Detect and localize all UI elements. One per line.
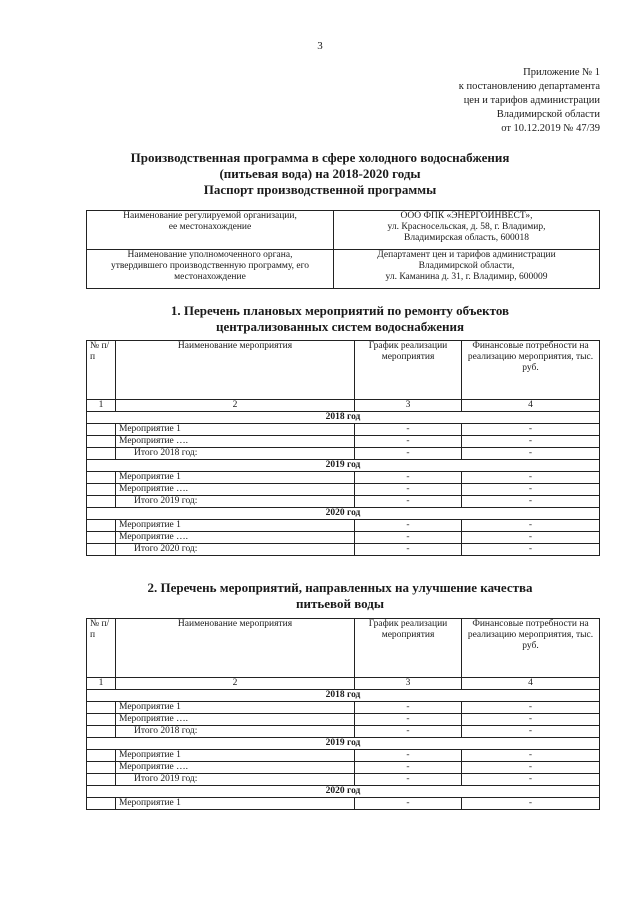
passport-label [87,211,334,250]
row-num [87,424,116,436]
table-row [87,532,600,544]
row-name: Мероприятие …. [116,532,355,544]
table-row [87,424,600,436]
row-total-label: Итого 2020 год: [116,544,355,556]
row-schedule: - [355,544,462,556]
row-num [87,762,116,774]
row-name: Мероприятие …. [116,714,355,726]
row-num [87,774,116,786]
row-finance: - [462,798,600,810]
table-row [87,436,600,448]
row-finance: - [462,714,600,726]
table-row-total [87,496,600,508]
year-row [87,690,600,702]
row-schedule: - [355,496,462,508]
passport-value-line: ул. Красносельская, д. 58, г. Владимир, [387,222,546,232]
row-total-label: Итого 2019 год: [116,496,355,508]
row-finance: - [462,532,600,544]
passport-label-line: Наименование уполномоченного органа, [127,250,293,260]
passport-value-line: Владимирская область, 600018 [404,233,529,243]
row-finance: - [462,448,600,460]
row-schedule: - [355,774,462,786]
column-number: 1 [87,678,116,690]
passport-value-line: ул. Каманина д. 31, г. Владимир, 600009 [385,272,548,282]
section-title-line: питьевой воды [296,596,384,611]
passport-label-line: местонахождение [174,272,246,282]
column-header-finance: Финансовые потребности на реализацию мероприятия, тыс. руб. [462,341,600,400]
column-number: 2 [116,400,355,412]
passport-label [87,250,334,289]
column-header-name: Наименование мероприятия [116,619,355,678]
row-num [87,750,116,762]
column-number: 1 [87,400,116,412]
passport-row-organization [87,211,600,250]
row-schedule: - [355,424,462,436]
row-name: Мероприятие 1 [116,750,355,762]
passport-label-line: ее местонахождение [168,222,252,232]
water-quality-events-table [86,618,600,810]
row-name: Мероприятие …. [116,762,355,774]
row-name: Мероприятие 1 [116,702,355,714]
year-label: 2020 год [87,508,600,520]
page-number: 3 [317,40,323,52]
row-name: Мероприятие …. [116,484,355,496]
table-row [87,702,600,714]
row-schedule: - [355,532,462,544]
row-num [87,436,116,448]
row-finance: - [462,436,600,448]
year-row [87,786,600,798]
row-num [87,702,116,714]
section2-title [80,580,600,612]
column-number-row [87,400,600,412]
passport-value [334,250,600,289]
row-schedule: - [355,750,462,762]
title-line: Производственная программа в сфере холодного водоснабжения [130,150,510,165]
section-title-line: 2. Перечень мероприятий, направленных на улучшение качества [147,580,533,595]
row-num [87,714,116,726]
appendix-line: от 10.12.2019 № 47/39 [501,123,600,134]
row-num [87,544,116,556]
appendix-line: к постановлению департамента [458,81,600,92]
row-total-label: Итого 2018 год: [116,448,355,460]
passport-label-line: Наименование регулируемой организации, [123,211,297,221]
column-number: 2 [116,678,355,690]
table-row [87,520,600,532]
column-number: 3 [355,678,462,690]
title-line: Паспорт производственной программы [203,182,437,197]
year-row [87,460,600,472]
column-number: 4 [462,678,600,690]
table-row-total [87,726,600,738]
table-row [87,762,600,774]
row-schedule: - [355,702,462,714]
document-title [100,150,540,198]
row-name: Мероприятие 1 [116,424,355,436]
row-finance: - [462,726,600,738]
row-schedule: - [355,762,462,774]
table-header-row [87,341,600,400]
row-total-label: Итого 2019 год: [116,774,355,786]
column-header-schedule: График реализации мероприятия [355,619,462,678]
table-row [87,472,600,484]
year-row [87,508,600,520]
passport-value-line: ООО ФПК «ЭНЕРГОИНВЕСТ», [400,211,533,221]
row-finance: - [462,484,600,496]
column-header-schedule: График реализации мероприятия [355,341,462,400]
table-row-total [87,448,600,460]
year-row [87,738,600,750]
row-schedule: - [355,798,462,810]
row-num [87,496,116,508]
table-row [87,714,600,726]
column-number: 4 [462,400,600,412]
row-finance: - [462,472,600,484]
year-label: 2019 год [87,738,600,750]
passport-value-line: Владимирской области, [418,261,515,271]
year-label: 2019 год [87,460,600,472]
row-name: Мероприятие 1 [116,520,355,532]
column-number-row [87,678,600,690]
section1-title [80,303,600,335]
passport-row-authority [87,250,600,289]
row-finance: - [462,762,600,774]
row-name: Мероприятие 1 [116,798,355,810]
row-name: Мероприятие …. [116,436,355,448]
row-finance: - [462,750,600,762]
column-header-finance: Финансовые потребности на реализацию мероприятия, тыс. руб. [462,619,600,678]
row-finance: - [462,702,600,714]
row-finance: - [462,774,600,786]
passport-value [334,211,600,250]
appendix-line: Приложение № 1 [523,67,600,78]
section-title-line: 1. Перечень плановых мероприятий по ремонту объектов [170,303,510,318]
row-finance: - [462,424,600,436]
appendix-line: Владимирской области [496,109,600,120]
table-row [87,484,600,496]
row-num [87,532,116,544]
row-total-label: Итого 2018 год: [116,726,355,738]
row-schedule: - [355,484,462,496]
row-finance: - [462,496,600,508]
table-row [87,798,600,810]
row-schedule: - [355,520,462,532]
row-num [87,472,116,484]
passport-label-line: утвердившего производственную программу, его [110,261,310,271]
year-label: 2018 год [87,412,600,424]
table-row [87,750,600,762]
row-num [87,448,116,460]
column-header-num: № п/п [87,619,116,678]
section-title-line: централизованных систем водоснабжения [215,319,465,334]
row-num [87,726,116,738]
column-header-num: № п/п [87,341,116,400]
appendix-line: цен и тарифов администрации [463,95,600,106]
row-schedule: - [355,714,462,726]
row-name: Мероприятие 1 [116,472,355,484]
row-num [87,484,116,496]
table-header-row [87,619,600,678]
row-schedule: - [355,726,462,738]
passport-value-line: Департамент цен и тарифов администрации [377,250,556,260]
year-label: 2018 год [87,690,600,702]
passport-table [86,210,600,289]
row-finance: - [462,520,600,532]
repair-events-table [86,340,600,556]
row-schedule: - [355,472,462,484]
year-label: 2020 год [87,786,600,798]
row-schedule: - [355,436,462,448]
table-row-total [87,544,600,556]
row-schedule: - [355,448,462,460]
title-line: (питьевая вода) на 2018-2020 годы [219,166,421,181]
row-num [87,798,116,810]
year-row [87,412,600,424]
table-row-total [87,774,600,786]
appendix-reference [360,66,600,136]
column-header-name: Наименование мероприятия [116,341,355,400]
column-number: 3 [355,400,462,412]
row-num [87,520,116,532]
row-finance: - [462,544,600,556]
